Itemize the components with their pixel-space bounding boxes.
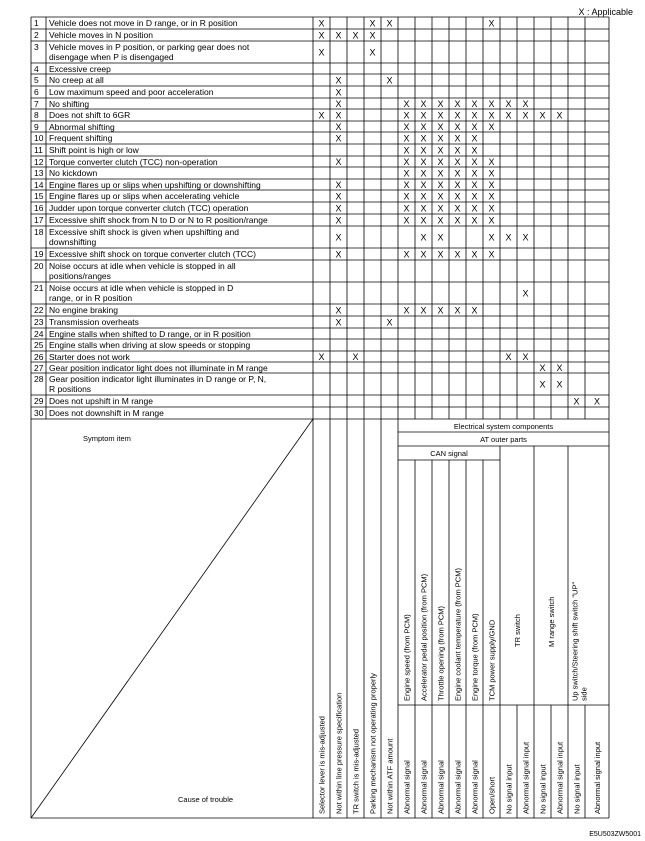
signal-state-label: Open/short: [487, 776, 497, 814]
applicable-mark: X: [539, 379, 546, 390]
symptom-text: range, or in R position: [49, 293, 133, 303]
cause-of-trouble-label: Cause of trouble: [178, 795, 234, 804]
at-outer-parts-header: AT outer parts: [480, 435, 527, 444]
applicable-mark: X: [437, 232, 444, 243]
applicable-mark: X: [488, 249, 495, 260]
applicable-mark: X: [403, 191, 410, 202]
symptom-text: No kickdown: [49, 168, 98, 178]
applicable-mark: X: [369, 47, 376, 58]
row-number: 11: [34, 145, 43, 155]
applicable-mark: X: [386, 75, 393, 86]
can-item-label: Engine speed (from PCM): [402, 614, 412, 701]
applicable-mark: X: [471, 249, 478, 260]
applicable-mark: X: [403, 305, 410, 316]
applicable-mark: X: [335, 99, 342, 109]
applicable-mark: X: [437, 168, 444, 179]
applicable-mark: X: [318, 110, 325, 121]
applicable-mark: X: [573, 396, 580, 407]
applicable-mark: X: [318, 47, 325, 58]
symptom-text: Vehicle moves in N position: [49, 30, 153, 40]
applicable-mark: X: [335, 317, 342, 328]
applicable-mark: X: [471, 180, 478, 190]
symptom-text: Torque converter clutch (TCC) non-operation: [49, 157, 218, 167]
applicable-mark: X: [437, 305, 444, 316]
symptom-text: Frequent shifting: [49, 133, 113, 143]
row-number: 4: [34, 64, 39, 74]
can-signal-header: CAN signal: [430, 449, 468, 458]
cause-column-label: Parking mechanism not operating properly: [368, 673, 378, 814]
can-item-label: Engine torque (from PCM): [470, 613, 480, 701]
m-range-switch-label: M range switch: [547, 596, 556, 647]
applicable-mark: X: [454, 191, 461, 202]
symptom-text: Noise occurs at idle when vehicle is stopped in D: [49, 283, 234, 293]
applicable-mark: X: [488, 168, 495, 179]
applicable-mark: X: [403, 168, 410, 179]
row-number: 17: [34, 215, 44, 225]
row-number: 2: [34, 30, 39, 40]
corner-diagonal: [31, 419, 313, 818]
applicable-mark: X: [471, 203, 478, 214]
row-number: 22: [34, 305, 44, 315]
applicable-mark: X: [420, 133, 427, 144]
row-number: 1: [34, 18, 39, 28]
row-number: 5: [34, 75, 39, 85]
applicable-mark: X: [488, 157, 495, 167]
symptom-text: downshifting: [49, 237, 97, 247]
applicable-mark: X: [488, 203, 495, 214]
symptom-text: disengage when P is disengaged: [49, 52, 174, 62]
row-number: 13: [34, 168, 44, 178]
applicable-mark: X: [335, 191, 342, 202]
symptom-text: Engine stalls when driving at slow speeds or stopping: [49, 340, 251, 350]
row-number: 10: [34, 133, 44, 143]
up-switch-label: Up switch/Steering shift switch "UP": [570, 581, 580, 701]
can-item-label: TCM power supply/GND: [487, 619, 497, 701]
applicable-mark: X: [437, 249, 444, 260]
row-number: 3: [34, 42, 39, 52]
symptom-text: R positions: [49, 384, 92, 394]
applicable-mark: X: [420, 145, 427, 156]
applicable-mark: X: [454, 305, 461, 316]
symptom-text: Gear position indicator light illuminates in D range or P, N,: [49, 374, 267, 384]
symptom-text: Judder upon torque converter clutch (TCC) operation: [49, 203, 249, 213]
symptom-text: Vehicle moves in P position, or parking gear does not: [49, 42, 250, 52]
applicable-mark: X: [352, 352, 359, 362]
applicable-mark: X: [335, 30, 342, 41]
symptom-text: No engine braking: [49, 305, 118, 315]
signal-state-label: Abnormal signal: [470, 760, 480, 814]
applicable-mark: X: [454, 110, 461, 121]
input-state-label: Abnormal signal input: [521, 741, 531, 814]
cause-column-label: Not within ATF amount: [385, 738, 395, 814]
applicable-mark: X: [403, 215, 410, 226]
signal-state-label: Abnormal signal: [402, 760, 412, 814]
applicable-mark: X: [420, 305, 427, 316]
applicable-mark: X: [318, 30, 325, 41]
applicable-mark: X: [386, 18, 393, 29]
applicable-mark: X: [403, 180, 410, 190]
applicable-mark: X: [403, 99, 410, 109]
row-number: 23: [34, 317, 44, 327]
applicable-mark: X: [437, 157, 444, 167]
legend-applicable: X : Applicable: [578, 7, 633, 17]
applicable-mark: X: [522, 99, 529, 109]
reference-code: E5U503ZW5001: [589, 831, 641, 838]
applicable-mark: X: [471, 215, 478, 226]
cause-column-label: Selector lever is mis-adjusted: [317, 716, 327, 814]
applicable-mark: X: [471, 133, 478, 144]
symptom-text: Engine flares up or slips when accelerating vehicle: [49, 191, 240, 201]
applicable-mark: X: [403, 249, 410, 260]
row-number: 29: [34, 396, 44, 406]
symptom-text: Excessive shift shock on torque converter clutch (TCC): [49, 249, 256, 259]
applicable-mark: X: [454, 99, 461, 109]
row-number: 6: [34, 87, 39, 97]
input-state-label: No signal input: [504, 764, 514, 814]
applicable-mark: X: [454, 203, 461, 214]
applicable-mark: X: [471, 191, 478, 202]
applicable-mark: X: [522, 232, 529, 243]
row-number: 28: [34, 374, 44, 384]
applicable-mark: X: [437, 203, 444, 214]
applicable-mark: X: [369, 18, 376, 29]
applicable-mark: X: [488, 18, 495, 29]
applicable-mark: X: [420, 191, 427, 202]
applicable-mark: X: [593, 396, 601, 407]
applicable-mark: X: [335, 305, 342, 316]
applicable-mark: X: [335, 215, 342, 226]
applicable-mark: X: [454, 215, 461, 226]
can-item-label: Accelerator pedal position (from PCM): [419, 573, 429, 701]
applicable-mark: X: [471, 305, 478, 316]
row-number: 26: [34, 352, 44, 362]
applicable-mark: X: [488, 215, 495, 226]
applicable-mark: X: [420, 215, 427, 226]
row-number: 21: [34, 283, 44, 293]
applicable-mark: X: [522, 352, 529, 362]
applicable-mark: X: [437, 145, 444, 156]
applicable-mark: X: [335, 232, 342, 243]
applicable-mark: X: [437, 191, 444, 202]
applicable-mark: X: [335, 122, 342, 132]
symptom-text: Abnormal shifting: [49, 122, 115, 132]
can-item-label: Throttle opening (from PCM): [436, 605, 446, 701]
applicable-mark: X: [437, 133, 444, 144]
symptom-text: Excessive creep: [49, 64, 111, 74]
applicable-mark: X: [471, 99, 478, 109]
symptom-text: Excessive shift shock from N to D or N to R position/range: [49, 215, 268, 225]
applicable-mark: X: [335, 133, 342, 144]
applicable-mark: X: [420, 99, 427, 109]
applicable-mark: X: [420, 168, 427, 179]
applicable-mark: X: [556, 379, 563, 390]
applicable-mark: X: [454, 168, 461, 179]
applicable-mark: X: [335, 157, 342, 167]
applicable-mark: X: [454, 180, 461, 190]
row-number: 15: [34, 191, 44, 201]
applicable-mark: X: [437, 215, 444, 226]
applicable-mark: X: [352, 30, 359, 41]
applicable-mark: X: [335, 249, 342, 260]
symptom-text: Vehicle does not move in D range, or in R position: [49, 18, 238, 28]
applicable-mark: X: [335, 203, 342, 214]
applicable-mark: X: [505, 99, 512, 109]
applicable-mark: X: [522, 110, 529, 121]
applicable-mark: X: [471, 157, 478, 167]
can-item-label: Engine coolant temperature (from PCM): [453, 568, 463, 701]
applicable-mark: X: [318, 352, 325, 362]
symptom-text: Excessive shift shock is given when upshifting and: [49, 227, 239, 237]
symptom-text: Engine flares up or slips when upshifting or downshifting: [49, 180, 261, 190]
applicable-mark: X: [420, 180, 427, 190]
symptom-text: Low maximum speed and poor acceleration: [49, 87, 214, 97]
applicable-mark: X: [488, 191, 495, 202]
applicable-mark: X: [420, 110, 427, 121]
applicable-mark: X: [420, 122, 427, 132]
symptom-text: No shifting: [49, 99, 90, 109]
row-number: 24: [34, 329, 44, 339]
row-number: 9: [34, 122, 39, 132]
applicable-mark: X: [335, 180, 342, 190]
applicable-mark: X: [420, 203, 427, 214]
signal-state-label: Abnormal signal: [453, 760, 463, 814]
row-number: 27: [34, 363, 44, 373]
cause-column-label: Not within line pressure specification: [334, 692, 344, 814]
applicable-mark: X: [539, 110, 546, 121]
applicable-mark: X: [420, 232, 427, 243]
applicable-mark: X: [335, 75, 342, 86]
symptom-text: Shift point is high or low: [49, 145, 139, 155]
up-switch-label-cont: side: [579, 687, 589, 701]
symptom-text: Starter does not work: [49, 352, 130, 362]
applicable-mark: X: [454, 157, 461, 167]
applicable-mark: X: [403, 110, 410, 121]
applicable-mark: X: [403, 122, 410, 132]
symptom-text: Does not upshift in M range: [49, 396, 153, 406]
applicable-mark: X: [454, 145, 461, 156]
symptom-text: positions/ranges: [49, 271, 111, 281]
row-number: 12: [34, 157, 44, 167]
symptom-text: No creep at all: [49, 75, 104, 85]
symptom-text: Engine stalls when shifted to D range, or in R position: [49, 329, 251, 339]
row-number: 8: [34, 110, 39, 120]
symptom-text: Does not shift to 6GR: [49, 110, 131, 120]
row-number: 14: [34, 180, 44, 190]
row-number: 16: [34, 203, 44, 213]
applicable-mark: X: [505, 110, 512, 121]
symptom-text: Does not downshift in M range: [49, 408, 164, 418]
applicable-mark: X: [556, 110, 563, 121]
applicable-mark: X: [437, 110, 444, 121]
applicable-mark: X: [454, 133, 461, 144]
symptom-text: Noise occurs at idle when vehicle is stopped in all: [49, 261, 236, 271]
applicable-mark: X: [318, 18, 325, 29]
applicable-mark: X: [471, 168, 478, 179]
applicable-mark: X: [420, 157, 427, 167]
applicable-mark: X: [471, 110, 478, 121]
symptom-text: Transmission overheats: [49, 317, 139, 327]
applicable-mark: X: [386, 317, 393, 328]
electrical-system-header: Electrical system components: [453, 422, 554, 431]
applicable-mark: X: [403, 133, 410, 144]
applicable-mark: X: [471, 145, 478, 156]
tr-switch-label: TR switch: [513, 614, 522, 647]
applicable-mark: X: [335, 87, 342, 98]
applicable-mark: X: [488, 180, 495, 190]
signal-state-label: Abnormal signal: [419, 760, 429, 814]
applicable-mark: X: [488, 110, 495, 121]
applicable-mark: X: [420, 249, 427, 260]
row-number: 25: [34, 340, 44, 350]
symptom-item-label: Symptom item: [83, 434, 131, 443]
signal-state-label: Abnormal signal: [436, 760, 446, 814]
input-state-label: No signal input: [538, 764, 548, 814]
input-state-label: Abnormal signal input: [555, 741, 565, 814]
symptom-text: Gear position indicator light does not illuminate in M range: [49, 363, 268, 373]
applicable-mark: X: [369, 30, 376, 41]
row-number: 20: [34, 261, 44, 271]
applicable-mark: X: [471, 122, 478, 132]
applicable-mark: X: [454, 249, 461, 260]
applicable-mark: X: [488, 99, 495, 109]
applicable-mark: X: [403, 157, 410, 167]
applicable-mark: X: [522, 288, 529, 299]
cause-column-label: TR switch is mis-adjusted: [351, 728, 361, 814]
row-number: 7: [34, 99, 39, 109]
row-number: 30: [34, 408, 44, 418]
applicable-mark: X: [437, 180, 444, 190]
applicable-mark: X: [556, 363, 563, 373]
row-number: 18: [34, 227, 44, 237]
input-state-label: No signal input: [572, 764, 582, 814]
applicable-mark: X: [488, 232, 495, 243]
applicable-mark: X: [539, 363, 546, 373]
applicable-mark: X: [403, 203, 410, 214]
row-number: 19: [34, 249, 44, 259]
applicable-mark: X: [335, 110, 342, 121]
applicable-mark: X: [488, 122, 495, 132]
applicable-mark: X: [437, 99, 444, 109]
input-state-label: Abnormal signal input: [593, 741, 602, 814]
applicable-mark: X: [454, 122, 461, 132]
applicable-mark: X: [437, 122, 444, 132]
applicable-mark: X: [505, 352, 512, 362]
applicable-mark: X: [403, 145, 410, 156]
applicable-mark: X: [505, 232, 512, 243]
